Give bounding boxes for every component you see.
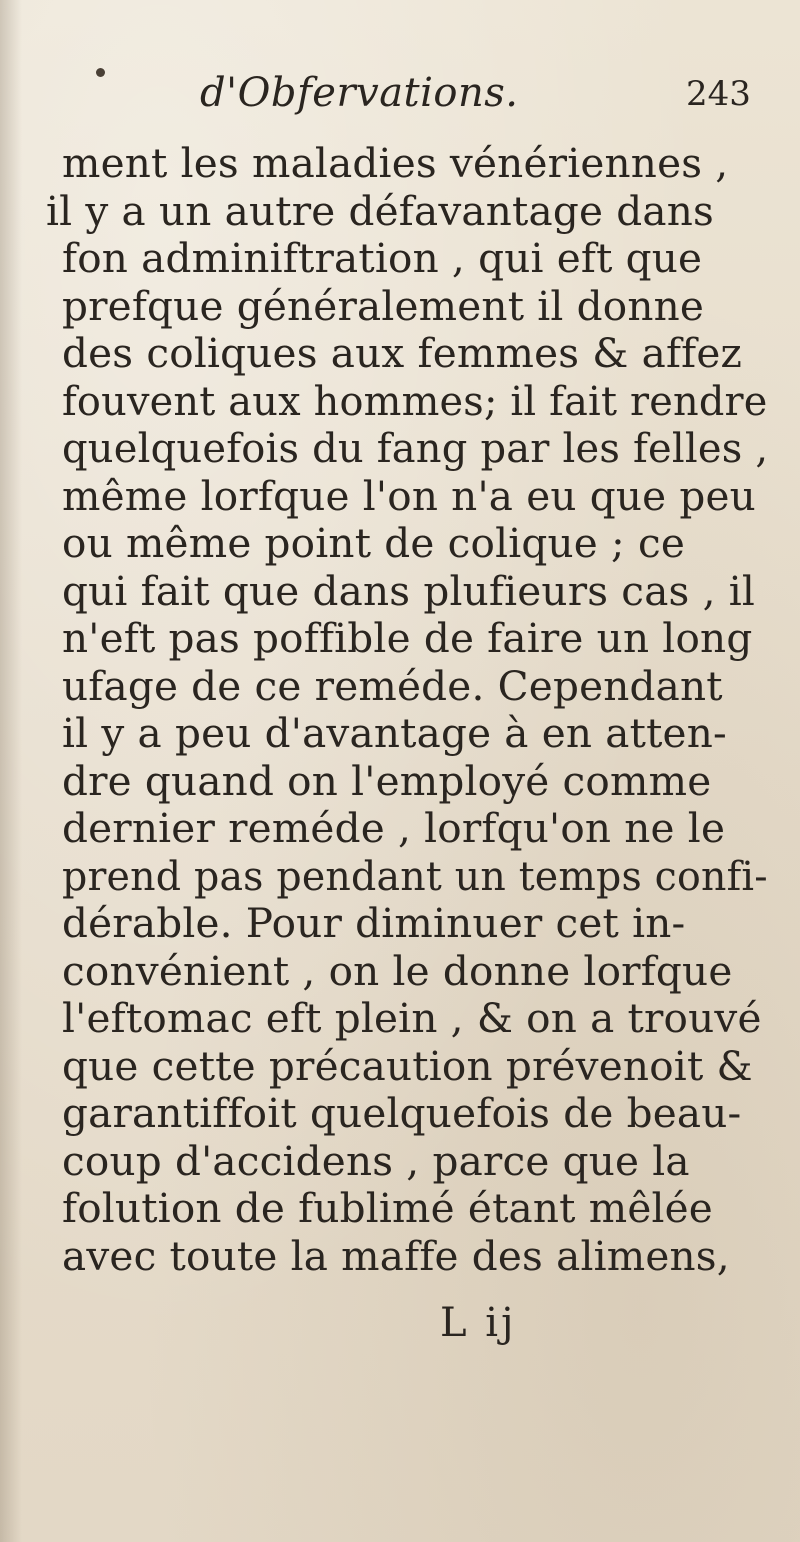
text-line: garantiffoit quelquefois de beau- xyxy=(62,1089,742,1137)
text-line: il y a peu d'avantage à en atten- xyxy=(62,709,727,757)
text-line: fouvent aux hommes; il fait rendre xyxy=(62,376,768,425)
text-line: ment les maladies vénériennes , xyxy=(62,139,729,187)
text-line: dre quand on l'employé comme xyxy=(62,756,712,805)
text-line: l'eftomac eft plein , & on a trouvé xyxy=(62,994,762,1042)
text-line: fon adminiftration , qui eft que xyxy=(62,234,703,282)
text-line: ufage de ce reméde. Cependant xyxy=(62,661,723,710)
page-header xyxy=(0,70,800,130)
signature-mark: L ij xyxy=(440,1300,517,1346)
text-line: il y a un autre défavantage dans xyxy=(46,186,714,235)
page-number: 243 xyxy=(686,74,751,114)
binding-shadow xyxy=(0,0,22,1542)
text-line: avec toute la maffe des alimens, xyxy=(62,1231,730,1280)
text-line: dernier reméde , lorfqu'on ne le xyxy=(62,804,726,852)
text-line: n'eft pas poffible de faire un long xyxy=(62,614,753,662)
running-title: d'Obfervations. xyxy=(200,70,519,116)
text-line: des coliques aux femmes & affez xyxy=(62,329,743,377)
text-line: ou même point de colique ; ce xyxy=(62,519,686,567)
text-line: qui fait que dans plufieurs cas , il xyxy=(62,566,756,615)
text-line: convénient , on le donne lorfque xyxy=(62,946,733,995)
text-line: quelquefois du fang par les felles , xyxy=(62,424,769,472)
text-line: prefque généralement il donne xyxy=(62,281,705,330)
text-line: folution de fublimé étant mêlée xyxy=(62,1184,713,1232)
text-line: dérable. Pour diminuer cet in- xyxy=(62,899,686,947)
text-line: que cette précaution prévenoit & xyxy=(62,1041,753,1090)
text-line: coup d'accidens , parce que la xyxy=(62,1136,690,1185)
text-line: prend pas pendant un temps confi- xyxy=(62,851,768,900)
text-line: même lorfque l'on n'a eu que peu xyxy=(62,471,756,520)
